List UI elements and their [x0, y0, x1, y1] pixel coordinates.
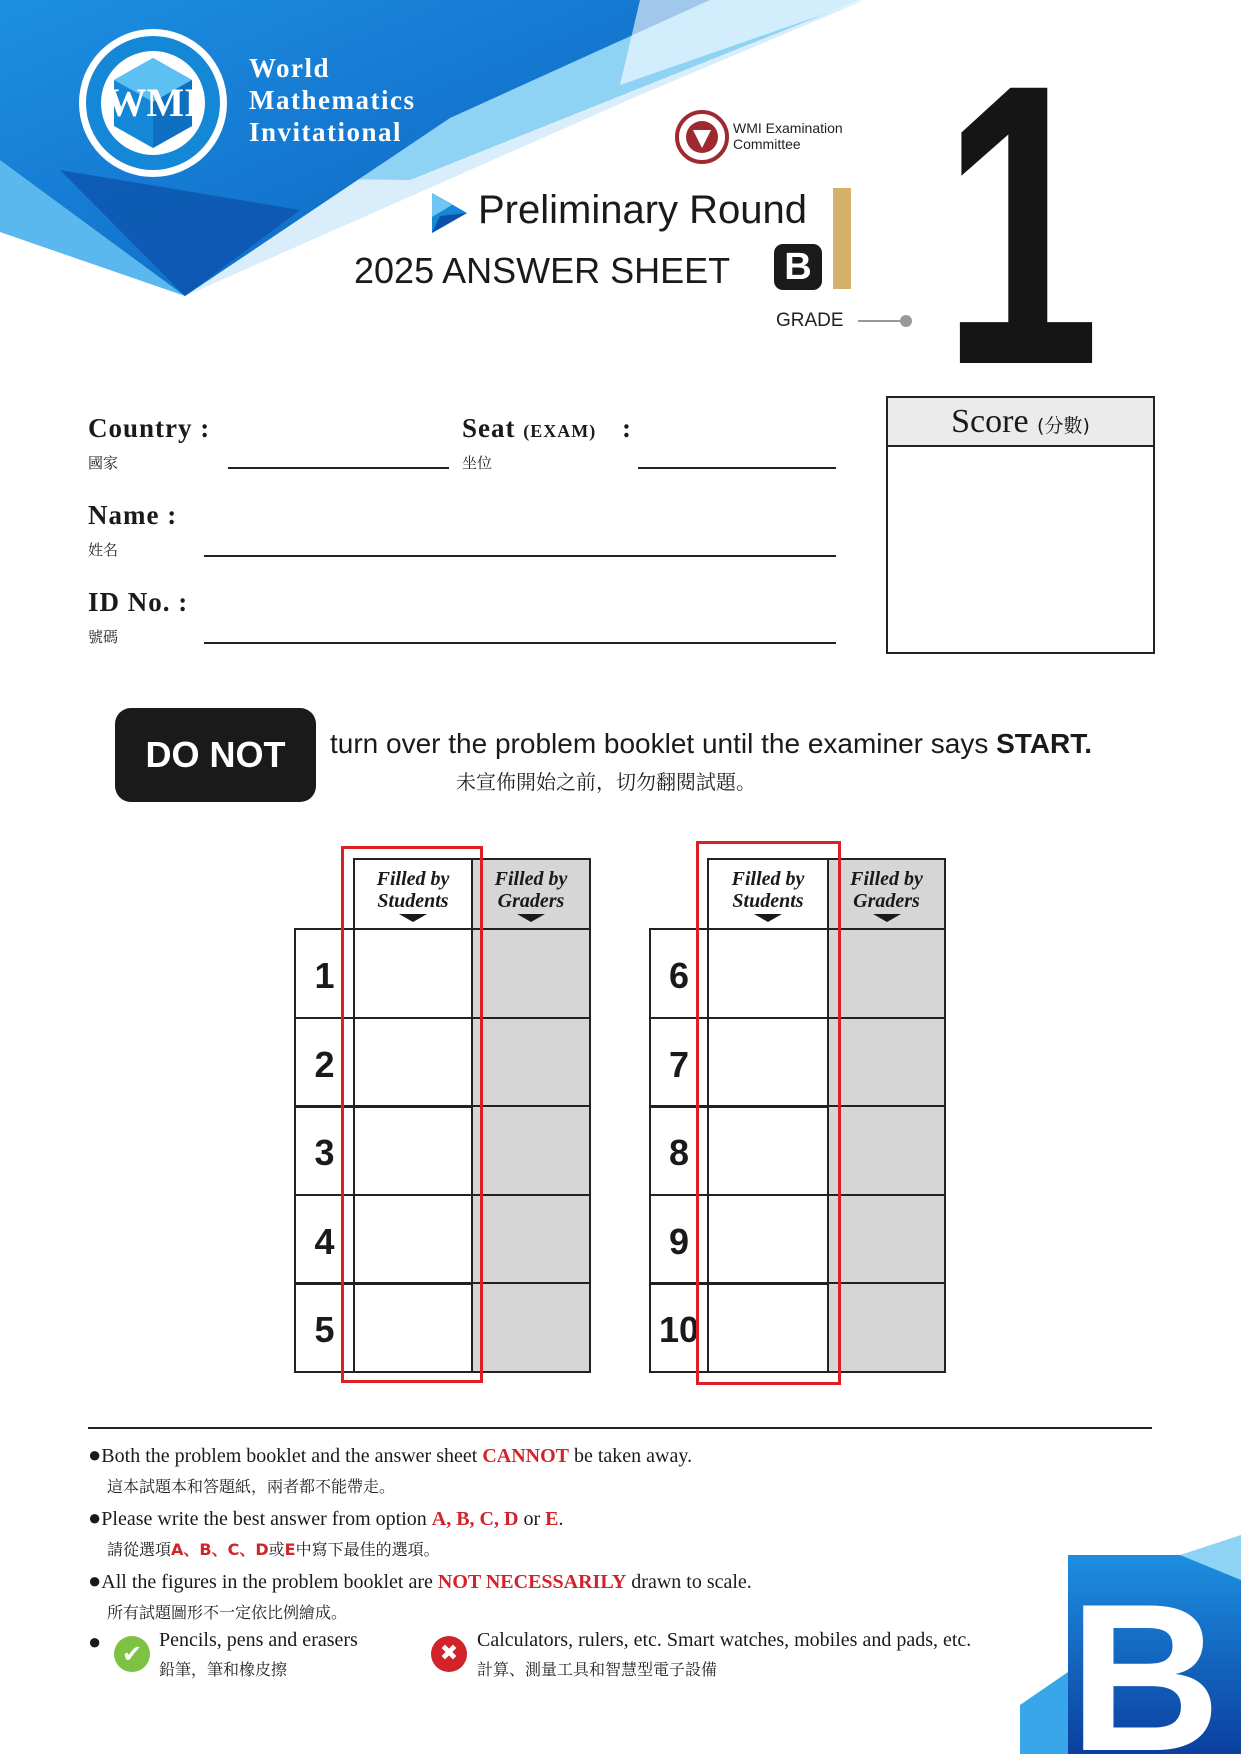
- sheet-title: 2025 ANSWER SHEET: [354, 250, 731, 291]
- note-2-option-e: E: [545, 1508, 559, 1530]
- round-title: Preliminary Round: [478, 188, 808, 232]
- org-line-3: Invitational: [249, 117, 403, 147]
- note-4-bullet: [88, 1629, 101, 1655]
- note-1-text-end: be taken away.: [573, 1445, 693, 1467]
- student-column-highlight-left: [341, 846, 483, 1383]
- note-1-text: Both the problem booklet and the answer sheet: [101, 1445, 478, 1467]
- note-2-zh-option-e: E: [284, 1540, 296, 1559]
- name-label: Name :: [88, 500, 178, 530]
- note-3-emphasis: NOT NECESSARILY: [437, 1571, 627, 1593]
- warning-text-start: START.: [996, 728, 1093, 759]
- question-number: 4: [294, 1194, 355, 1285]
- question-number: 1: [294, 928, 355, 1019]
- name-field[interactable]: [204, 555, 836, 557]
- country-field[interactable]: [228, 467, 449, 469]
- grader-cell: [827, 1017, 946, 1108]
- grader-cell: [471, 928, 591, 1019]
- header-graders-right: [827, 858, 946, 930]
- note-1-emphasis: CANNOT: [482, 1445, 569, 1467]
- seat-label: [462, 413, 632, 444]
- header-students-line2: Students: [732, 890, 804, 912]
- grader-cell: [827, 928, 946, 1019]
- note-3-text: All the figures in the problem booklet are: [101, 1571, 433, 1593]
- seat-label-colon: :: [621, 413, 632, 443]
- grader-cell: [827, 1194, 946, 1285]
- allowed-items: Pencils, pens and erasers: [159, 1629, 358, 1651]
- question-number: 9: [649, 1194, 709, 1285]
- score-label-zh: (分數): [1037, 415, 1090, 437]
- note-2-options: A, B, C, D: [431, 1508, 519, 1530]
- question-number: 2: [294, 1017, 355, 1108]
- warning-text: [330, 728, 1092, 760]
- grader-cell: [471, 1017, 591, 1108]
- note-2-zh-end: 中寫下最佳的選項。: [295, 1540, 440, 1559]
- header-graders-line1: Filled by: [850, 868, 923, 890]
- note-2-zh-text: 請從選項: [107, 1540, 172, 1559]
- bullet: ●: [88, 1568, 102, 1593]
- header-students-line1: Filled by: [376, 868, 450, 890]
- bullet: ●: [88, 1442, 102, 1467]
- grade-number: [942, 58, 1100, 363]
- grader-cell: [471, 1105, 591, 1196]
- id-label: ID No. :: [88, 587, 189, 617]
- note-3: [88, 1568, 752, 1594]
- note-3-zh: 所有試題圖形不一定依比例繪成。: [107, 1603, 348, 1622]
- header-graders-line2: Graders: [497, 890, 565, 912]
- header-graders-left: [471, 858, 591, 930]
- note-2-or: or: [523, 1508, 541, 1530]
- question-number: 6: [649, 928, 709, 1019]
- grader-cell: [471, 1194, 591, 1285]
- student-column-highlight-right: [696, 841, 841, 1385]
- country-label-zh: 國家: [88, 454, 119, 472]
- name-label-zh: 姓名: [88, 541, 119, 559]
- seat-label-exam: (EXAM): [523, 421, 597, 441]
- question-number: 5: [294, 1282, 355, 1373]
- note-1-zh: 這本試題本和答題紙，兩者都不能帶走。: [107, 1477, 396, 1496]
- country-label: Country :: [88, 413, 211, 443]
- play-arrow-icon: [432, 193, 467, 233]
- wmi-logo: [79, 29, 227, 177]
- seat-label-zh: 坐位: [462, 454, 493, 472]
- forbidden-items: Calculators, rulers, etc. Smart watches, mobiles and pads, etc.: [477, 1629, 972, 1651]
- score-header: [888, 398, 1153, 447]
- org-name: [249, 52, 415, 148]
- down-arrow-icon: [517, 914, 545, 922]
- header-graders-line1: Filled by: [494, 868, 568, 890]
- gold-accent-bar: [833, 188, 851, 289]
- question-number: 3: [294, 1105, 355, 1196]
- question-number: 7: [649, 1017, 709, 1108]
- org-line-1: World: [249, 53, 331, 83]
- divider: [88, 1427, 1152, 1429]
- id-label-zh: 號碼: [88, 628, 119, 646]
- corner-badge-letter: B: [1069, 1560, 1221, 1754]
- bullet: ●: [88, 1505, 102, 1530]
- logo-letters: WMI: [106, 80, 200, 125]
- grader-cell: [827, 1105, 946, 1196]
- note-2-text: Please write the best answer from option: [101, 1508, 427, 1530]
- warning-text-zh: 未宣佈開始之前，切勿翻閱試題。: [456, 770, 756, 794]
- id-field[interactable]: [204, 642, 836, 644]
- grade-label: GRADE: [776, 310, 844, 331]
- note-2-zh-options: A、B、C、D: [171, 1540, 269, 1559]
- org-line-2: Mathematics: [249, 85, 416, 115]
- score-label: Score: [951, 403, 1029, 440]
- down-arrow-icon: [873, 914, 901, 922]
- note-2-period: .: [558, 1508, 564, 1530]
- note-1: [88, 1442, 692, 1468]
- question-number: 8: [649, 1105, 709, 1196]
- cross-icon: ✖: [431, 1636, 467, 1672]
- header-students-line1: Filled by: [731, 868, 805, 890]
- seat-field[interactable]: [638, 467, 836, 469]
- header-graders-line2: Graders: [853, 890, 920, 912]
- grader-cell: [827, 1282, 946, 1373]
- corner-version-badge: [1020, 1500, 1241, 1754]
- sheet-version-badge: B: [774, 244, 822, 290]
- grade-number-text: 1: [942, 58, 1100, 363]
- bullet: ●: [88, 1629, 102, 1654]
- note-2-zh: [107, 1537, 440, 1560]
- question-number: 10: [649, 1282, 709, 1373]
- grader-cell: [471, 1282, 591, 1373]
- note-2-zh-or: 或: [268, 1540, 285, 1559]
- note-2: [88, 1505, 563, 1531]
- grade-connector: [858, 320, 904, 322]
- note-3-text-end: drawn to scale.: [631, 1571, 752, 1593]
- check-icon: ✔: [114, 1636, 150, 1672]
- committee-line-1: WMI Examination: [733, 120, 843, 136]
- grade-dot: [900, 315, 912, 327]
- warning-text-main: turn over the problem booklet until the examiner says: [330, 728, 989, 759]
- seat-label-text: Seat: [462, 413, 516, 443]
- committee-line-2: Committee: [733, 136, 801, 152]
- header-students-line2: Students: [377, 890, 449, 912]
- do-not-badge: DO NOT: [115, 708, 316, 802]
- forbidden-items-zh: 計算、測量工具和智慧型電子設備: [477, 1660, 718, 1679]
- allowed-items-zh: 鉛筆，筆和橡皮擦: [159, 1660, 288, 1679]
- committee-label: [677, 112, 877, 162]
- score-box: [886, 396, 1155, 654]
